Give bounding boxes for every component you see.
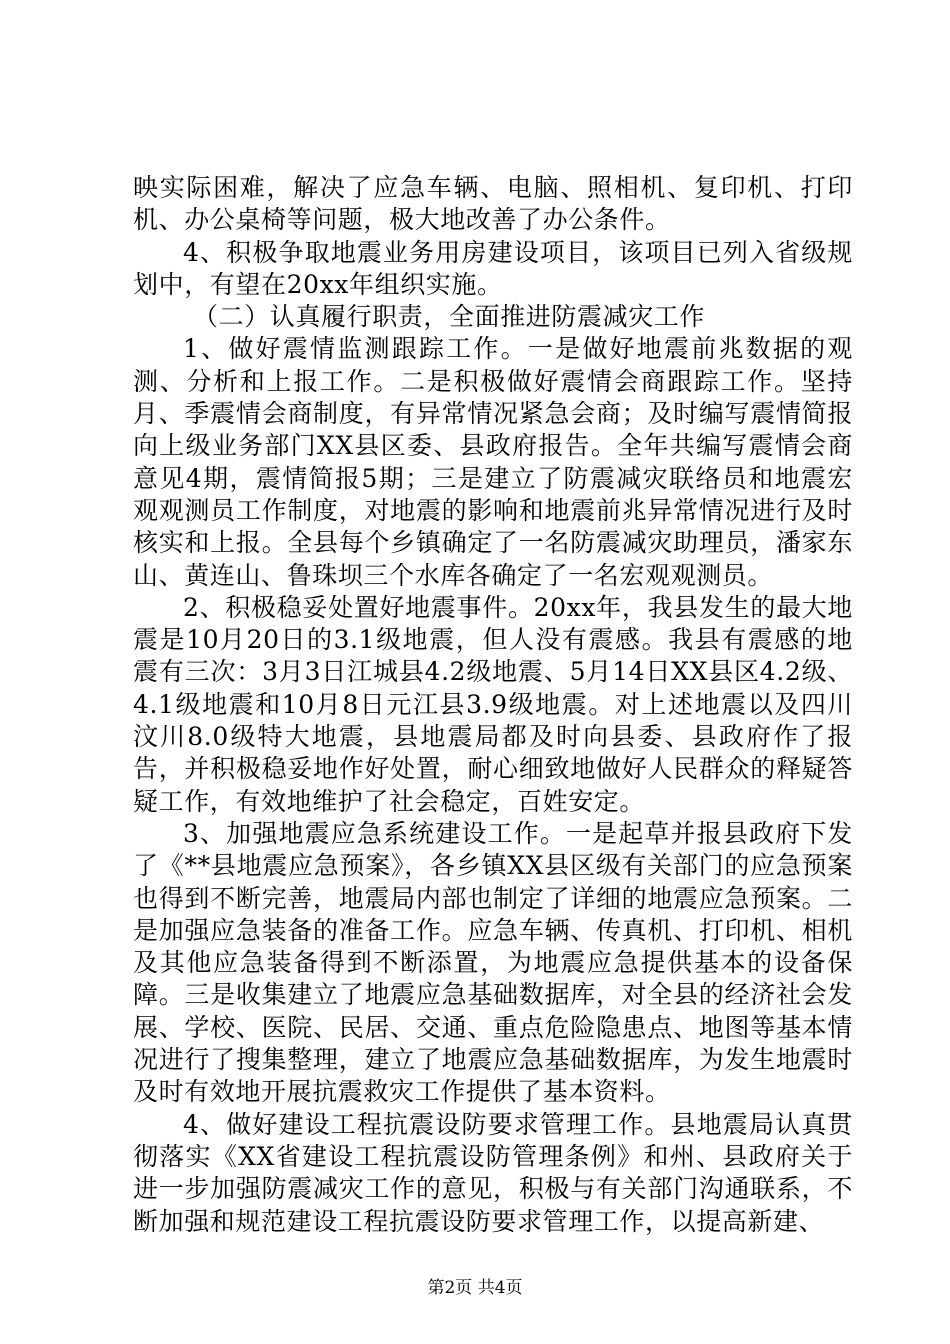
paragraph-item-3-emergency-system: 3、加强地震应急系统建设工作。一是起草并报县政府下发了《**县地震应急预案》，各乡镇XX县区级有关部门的应急预案也得到不断完善，地震局内部也制定了详细的地震应急预案。二是加强应急装备的准备工作。应急车辆、传真机、打印机、相机及其他应急装备得到不断添置，为地震应急提供基本的设备保障。三是收集建立了地震应急基础数据库，对全县的经济社会发展、学校、医院、民居、交通、重点危险隐患点、地图等基本情况进行了搜集整理，建立了地震应急基础数据库，为发生地震时及时有效地开展抗震救灾工作提供了基本资料。 [133, 818, 853, 1107]
paragraph-item-1-monitoring: 1、做好震情监测跟踪工作。一是做好地震前兆数据的观测、分析和上报工作。二是积极做好震情会商跟踪工作。坚持月、季震情会商制度，有异常情况紧急会商；及时编写震情简报向上级业务部门XX县区委、县政府报告。全年共编写震情会商意见4期，震情简报5期；三是建立了防震减灾联络员和地震宏观观测员工作制度，对地震的影响和地震前兆异常情况进行及时核实和上报。全县每个乡镇确定了一名防震减灾助理员，潘家东山、黄连山、鲁珠坝三个水库各确定了一名宏观观测员。 [133, 334, 853, 590]
paragraph-item-4-housing: 4、积极争取地震业务用房建设项目，该项目已列入省级规划中，有望在20xx年组织实施。 [133, 237, 853, 299]
document-body [133, 172, 853, 1238]
paragraph-item-2-earthquake-events: 2、积极稳妥处置好地震事件。20xx年，我县发生的最大地震是10月20日的3.1级地震，但人没有震感。我县有震感的地震有三次：3月3日江城县4.2级地震、5月14日XX县区4.2级、4.1级地震和10月8日元江县3.9级地震。对上述地震以及四川汶川8.0级特大地震，县地震局都及时向县委、县政府作了报告，并积极稳妥地作好处置，耐心细致地做好人民群众的释疑答疑工作，有效地维护了社会稳定，百姓安定。 [133, 592, 853, 816]
paragraph-item-4-seismic-fortification: 4、做好建设工程抗震设防要求管理工作。县地震局认真贯彻落实《XX省建设工程抗震设防管理条例》和州、县政府关于进一步加强防震减灾工作的意见，积极与有关部门沟通联系，不断加强和规范建设工程抗震设防要求管理工作，以提高新建、 [133, 1109, 853, 1236]
section-heading: （二）认真履行职责，全面推进防震减灾工作 [193, 302, 706, 332]
paragraph-continuation: 映实际困难，解决了应急车辆、电脑、照相机、复印机、打印机、办公桌椅等问题，极大地改善了办公条件。 [133, 173, 853, 235]
page-number-footer: 第2页 共4页 [427, 1278, 523, 1298]
